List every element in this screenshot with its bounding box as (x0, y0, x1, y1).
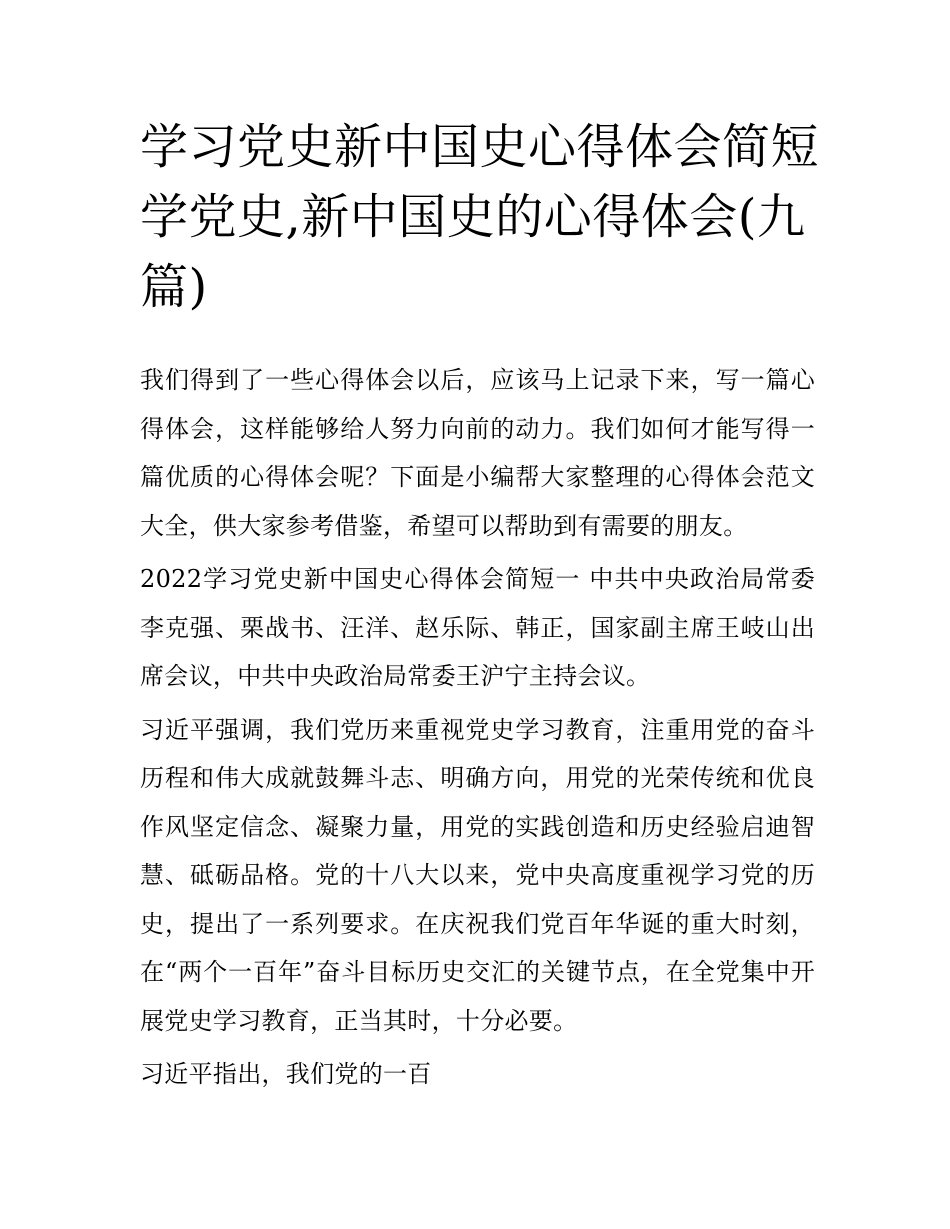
document-title: 学习党史新中国史心得体会简短 学党史,新中国史的心得体会(九篇) (140, 119, 820, 315)
paragraph-emphasis: 习近平强调，我们党历来重视党史学习教育，注重用党的奋斗历程和伟大成就鼓舞斗志、明确方向，用党的光荣传统和优良作风坚定信念、凝聚力量，用党的实践创造和历史经验启迪智慧、砥砺品格。党的十八大以来，党中央高度重视学习党的历史，提出了一系列要求。在庆祝我们党百年华诞的重大时刻，在“两个一百年”奋斗目标历史交汇的关键节点，在全党集中开展党史学习教育，正当其时，十分必要。 (140, 715, 815, 1035)
paragraph-meeting: 2022学习党史新中国史心得体会简短一 中共中央政治局常委李克强、栗战书、汪洋、赵乐际、韩正，国家副主席王岐山出席会议，中共中央政治局常委王沪宁主持会议。 (140, 565, 815, 690)
document-body (140, 356, 815, 1104)
paragraph-intro: 我们得到了一些心得体会以后，应该马上记录下来，写一篇心得体会，这样能够给人努力向前的动力。我们如何才能写得一篇优质的心得体会呢？下面是小编帮大家整理的心得体会范文大全，供大家参考借鉴，希望可以帮助到有需要的朋友。 (140, 366, 815, 540)
paragraph-pointed-out: 习近平指出，我们党的一百 (140, 1060, 432, 1088)
